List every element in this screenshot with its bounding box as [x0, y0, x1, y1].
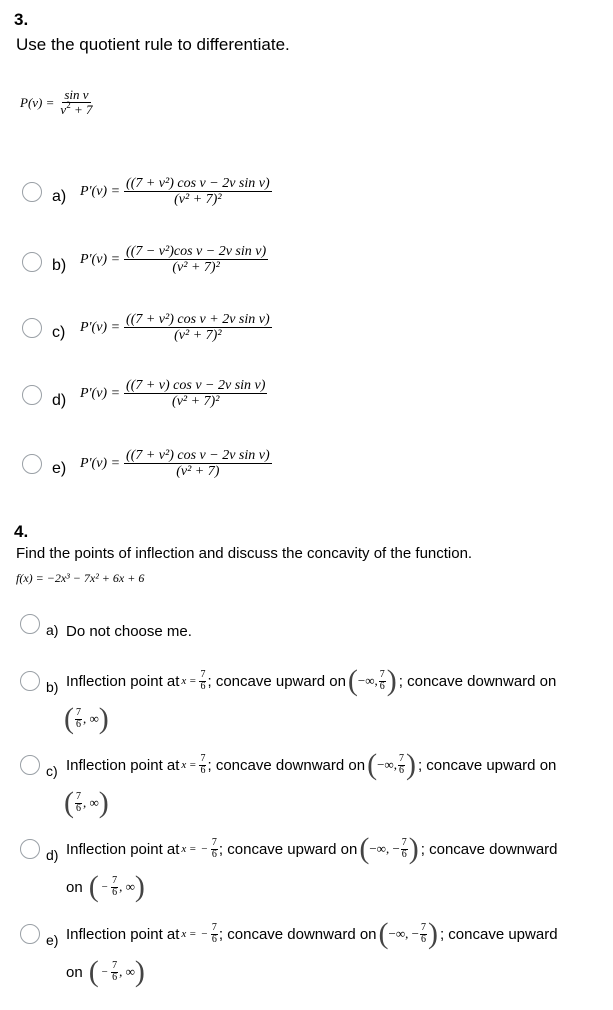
- question-4-number: 4.: [14, 522, 29, 541]
- q4-option-c-radio[interactable]: [20, 755, 40, 775]
- q4-option-e-line2: on ( − $\frac{7}{6}$ , ∞ ): [66, 955, 145, 988]
- question-3-prompt: Use the quotient rule to differentiate.: [16, 35, 290, 54]
- q3-option-c-expression: P'(v) = $\frac{\text{((7 + v²) cos v + 2v sin v)}}{\text{(v² + 7)²}}$: [80, 312, 270, 344]
- q4-option-a-radio[interactable]: [20, 614, 40, 634]
- q3-option-e-letter: e): [52, 460, 67, 477]
- question-4-function: f(x) = −2x³ − 7x² + 6x + 6: [16, 571, 145, 585]
- q3-option-d-radio[interactable]: [22, 385, 42, 405]
- question-3-function: [20, 88, 94, 118]
- q3-option-d-letter: d): [52, 392, 67, 409]
- function-denominator: $v^2 + 7$: [60, 100, 93, 118]
- q4-option-c-line2: ( 7 6 , ∞ ): [64, 786, 109, 819]
- q4-option-c-line1: Inflection point at x = $\frac{7}{6}$ ; concave downward on ( −∞, 7 6 ) ; concave upward on: [66, 748, 557, 781]
- q3-option-d-expression: P'(v) = $\frac{\text{((7 + v) cos v − 2v sin v)}}{\text{(v² + 7)²}}$: [80, 378, 266, 410]
- q4-option-e-line1: Inflection point at x = − $\frac{7}{6}$ ; concave downward on ( −∞, − $\frac{7}{6}$ ) ; concave upward: [66, 917, 558, 950]
- q4-option-e-letter: e): [46, 932, 59, 948]
- q3-option-b-expression: P'(v) = $\frac{\text{((7 − v²)cos v − 2v sin v)}}{\text{(v² + 7)²}}$: [80, 244, 267, 276]
- q3-option-a-expression: P'(v) = $\frac{\text{((7 + v²) cos v − 2v sin v)}}{\text{(v² + 7)²}}$: [80, 176, 270, 208]
- function-lhs: P(v) =: [20, 94, 55, 110]
- q3-option-a-radio[interactable]: [22, 182, 42, 202]
- q3-option-c-letter: c): [52, 324, 66, 341]
- q3-option-c-radio[interactable]: [22, 318, 42, 338]
- q4-option-b-radio[interactable]: [20, 671, 40, 691]
- q4-option-a-letter: a): [46, 622, 59, 638]
- question-4-prompt: Find the points of inflection and discuss the concavity of the function.: [16, 545, 473, 562]
- function-numerator: sin v: [64, 87, 89, 102]
- q3-option-e-expression: P'(v) = $\frac{\text{((7 + v²) cos v − 2v sin v)}}{\text{(v² + 7)}}$: [80, 448, 270, 480]
- q4-option-d-line2: on ( − $\frac{7}{6}$ , ∞ ): [66, 870, 145, 903]
- q4-option-b-line2: ( 7 6 , ∞ ): [64, 702, 109, 735]
- q3-option-a-letter: a): [52, 188, 67, 205]
- q3-option-b-letter: b): [52, 257, 67, 274]
- q4-option-d-letter: d): [46, 847, 59, 863]
- q4-option-b-letter: b): [46, 679, 59, 695]
- q4-option-e-radio[interactable]: [20, 924, 40, 944]
- question-3-number: 3.: [14, 10, 29, 29]
- q4-option-b-line1: Inflection point at x = $\frac{7}{6}$ ; concave upward on ( −∞, 7 6 ) ; concave downward on: [66, 664, 557, 697]
- q3-option-e-radio[interactable]: [22, 454, 42, 474]
- q4-option-d-line1: Inflection point at x = − $\frac{7}{6}$ ; concave upward on ( −∞, − $\frac{7}{6}$ ) ; concave downward: [66, 832, 558, 865]
- q4-option-a-text: Do not choose me.: [66, 623, 192, 640]
- q4-option-d-radio[interactable]: [20, 839, 40, 859]
- q3-option-b-radio[interactable]: [22, 252, 42, 272]
- q4-option-c-letter: c): [46, 763, 58, 779]
